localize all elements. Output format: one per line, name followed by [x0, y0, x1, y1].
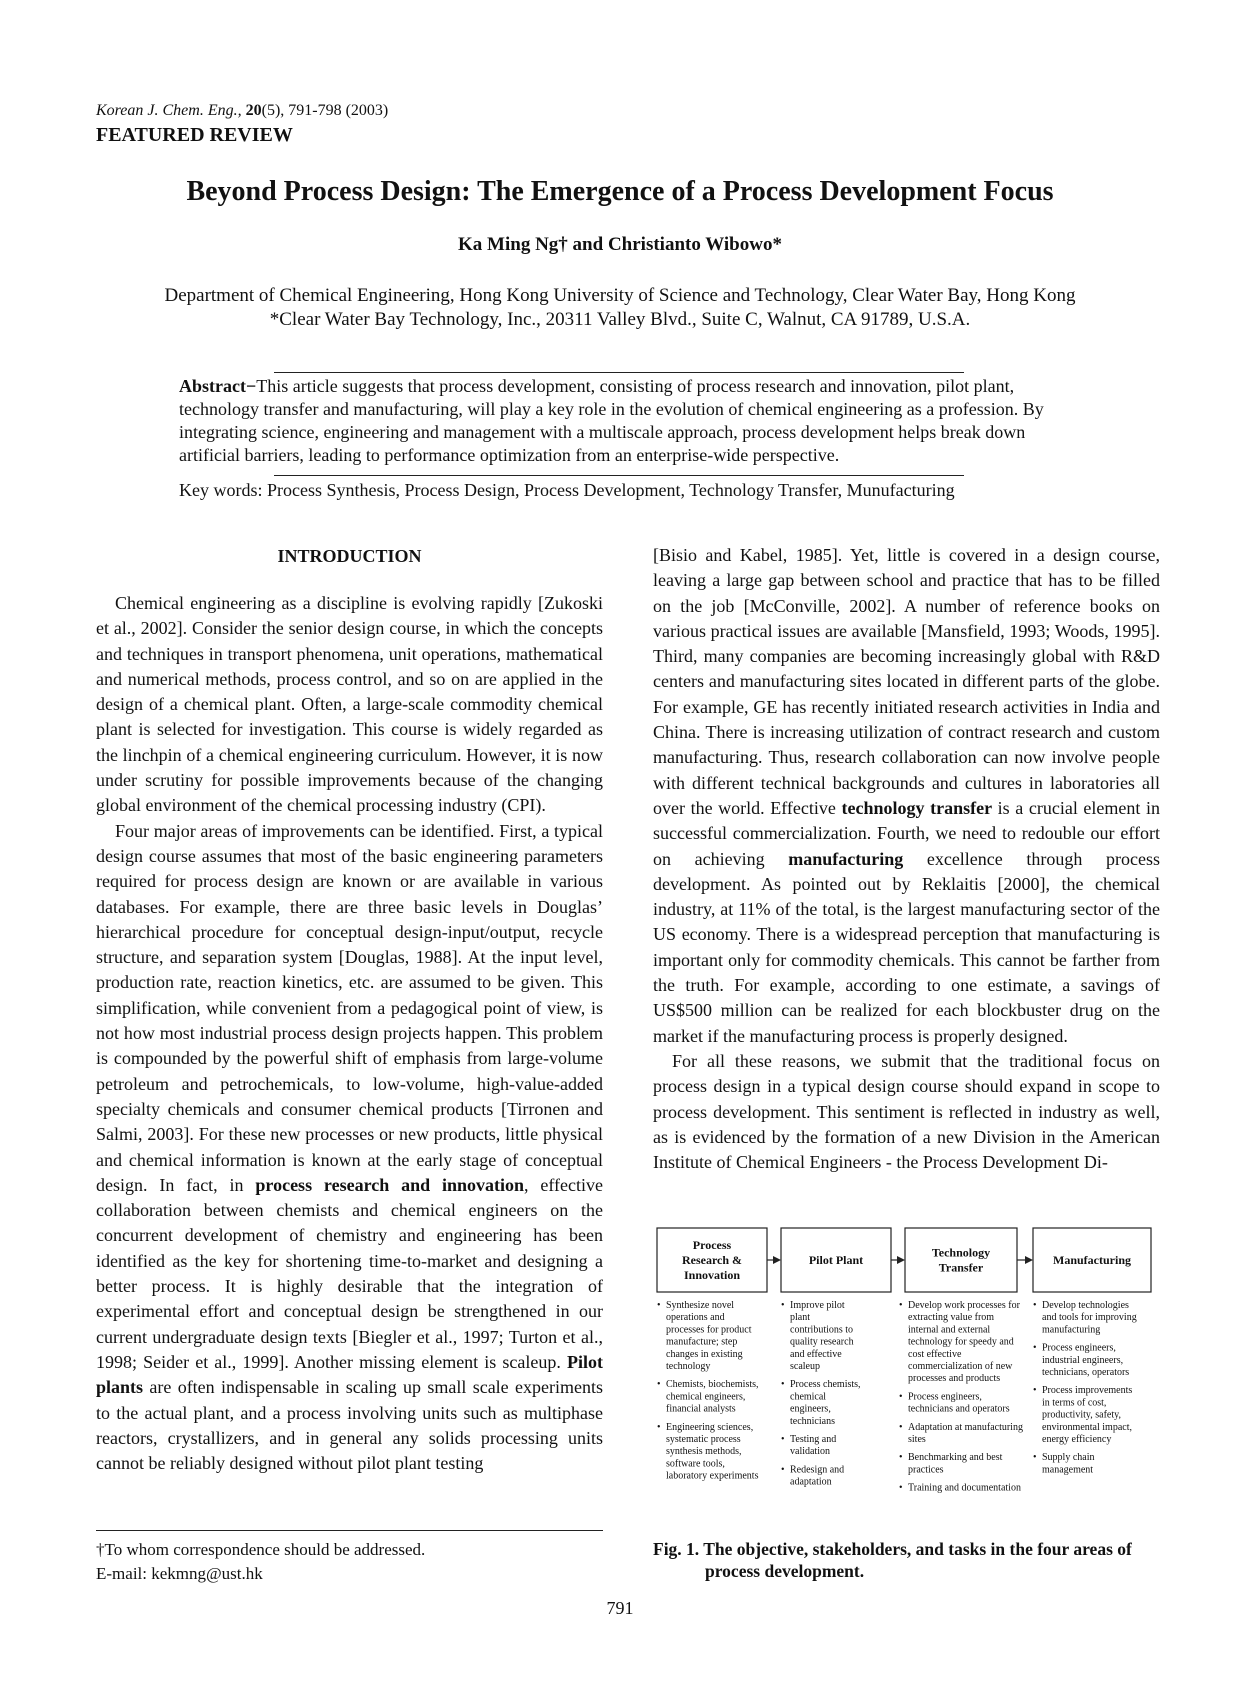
- bullet-text: Develop work processes for: [908, 1300, 1020, 1311]
- bullet-text: technicians, operators: [1042, 1367, 1130, 1378]
- section-label: FEATURED REVIEW: [96, 124, 293, 146]
- bullet-text: environmental impact,: [1042, 1421, 1132, 1433]
- box-pilot-plant: [781, 1228, 891, 1292]
- bullet-text: Process engineers,: [1042, 1342, 1116, 1354]
- affiliation-2: *Clear Water Bay Technology, Inc., 20311 Valley Blvd., Suite C, Walnut, CA 91789, U.S.A.: [269, 309, 971, 330]
- bullet-item: [781, 1379, 861, 1427]
- bullet-text: Develop technologies: [1042, 1300, 1129, 1311]
- bullet-text: Adaptation at manufacturing: [908, 1421, 1023, 1433]
- right-paragraph-2: For all these reasons, we submit that the traditional focus on process design in a typical design course should expand in scope to process development. This sentiment is reflected in industry as well, as is evidenced by the formation of a new Division in the American Institute of Chemical Engineers - the Process Development Di-: [653, 1050, 1160, 1173]
- bullet-text: Process improvements: [1042, 1385, 1133, 1397]
- bullet-text: productivity, safety,: [1042, 1409, 1121, 1421]
- bullet-dot: •: [657, 1421, 661, 1433]
- text-run: Four major areas of improvements can be identified. First, a typical design course assumes that most of the basic engineering parameters required for process design are known or are available in various databases. For example, there are three basic levels in Douglas’ hierarchical procedure for conceptual design-input/output, recycle structure, and separation system [Douglas, 1988]. At the input level, production rate, reaction kinetics, etc. are assumed to be given. This simplification, while convenient from a pedagogical point of view, is not how most industrial process design projects happen. This problem is compounded by the powerful shift of emphasis from large-volume petroleum and petrochemicals, to low-volume, high-value-added specialty chemicals and consumer chemical products [Tirronen and Salmi, 2003]. For these new processes or new products, little physical and chemical information is known at the early stage of conceptual design. In fact, in: [96, 820, 603, 1195]
- bullet-dot: •: [899, 1421, 903, 1433]
- bullet-text: Redesign and: [790, 1464, 845, 1476]
- introduction-heading: INTRODUCTION: [277, 546, 422, 566]
- bullet-dot: •: [1033, 1385, 1037, 1397]
- footnote-email: E-mail: kekmng@ust.hk: [96, 1564, 263, 1583]
- box-label: Research &: [681, 1253, 743, 1267]
- left-paragraph-2: [96, 819, 603, 1477]
- bullet-dot: •: [781, 1434, 785, 1445]
- bold-term: Pilot plants: [96, 1351, 603, 1398]
- bullet-text: in terms of cost,: [1042, 1397, 1107, 1409]
- bullet-text: manufacturing: [1042, 1324, 1101, 1336]
- bullet-text: practices: [908, 1464, 944, 1476]
- bullet-text: operations and: [666, 1312, 725, 1324]
- bullet-dot: •: [657, 1379, 661, 1391]
- page-number: 791: [606, 1598, 634, 1618]
- bullet-text: Supply chain: [1042, 1452, 1095, 1464]
- bullet-text: industrial engineers,: [1042, 1354, 1124, 1366]
- keywords: Key words: Process Synthesis, Process Design, Process Development, Technology Transfer, Munufacturing: [179, 480, 955, 500]
- bullet-text: Improve pilot: [790, 1300, 845, 1311]
- bullet-item: [899, 1391, 1010, 1414]
- bullet-item: [1033, 1343, 1129, 1378]
- bullet-dot: •: [1033, 1300, 1037, 1311]
- bullet-item: [1033, 1300, 1137, 1335]
- bullet-text: changes in existing: [666, 1348, 743, 1360]
- bullet-dot: •: [781, 1464, 785, 1476]
- figure-1: [653, 1222, 1163, 1522]
- bullet-text: management: [1042, 1464, 1094, 1476]
- abstract-bottom-rule: [274, 475, 964, 476]
- bullet-text: scaleup: [790, 1361, 820, 1372]
- text-run: is a crucial element in successful commercialization. Fourth, we need to redouble our effort on achieving: [653, 797, 1161, 869]
- bullet-text: plant: [790, 1312, 810, 1324]
- bullet-dot: •: [899, 1300, 903, 1311]
- journal-issue-pages: (5), 791-798 (2003): [261, 102, 389, 119]
- bullet-dot: •: [899, 1482, 903, 1494]
- bullet-text: cost effective: [908, 1348, 962, 1360]
- journal-name: Korean J. Chem. Eng.: [96, 102, 238, 119]
- bullet-dot: •: [1033, 1452, 1037, 1464]
- abstract: [179, 375, 1084, 467]
- bullet-item: [899, 1483, 1021, 1494]
- bullet-text: Testing and: [790, 1434, 837, 1445]
- affiliation-1: Department of Chemical Engineering, Hong Kong University of Science and Technology, Clear Water Bay, Hong Kong: [164, 285, 1076, 306]
- bold-term: manufacturing: [788, 848, 904, 869]
- bullet-item: [657, 1422, 759, 1482]
- box-label: Pilot Plant: [808, 1253, 864, 1267]
- box-label: Transfer: [938, 1260, 984, 1275]
- bullet-text: systematic process: [666, 1434, 741, 1445]
- journal-citation: Korean J. Chem. Eng., 20(5), 791-798 (2003): [96, 102, 389, 119]
- bullet-text: technicians: [790, 1415, 835, 1427]
- bullet-item: [899, 1422, 1023, 1445]
- text-run: are often indispensable in scaling up small scale experiments to the actual plant, and a process involving units such as multiphase reactors, crystallizers, and in general any solids processing units cannot be reliably designed without pilot plant testing: [96, 1377, 603, 1474]
- bullet-text: engineers,: [790, 1403, 831, 1415]
- bullet-dot: •: [1033, 1342, 1037, 1354]
- box-technology-transfer: [905, 1228, 1017, 1292]
- journal-volume: 20: [245, 102, 262, 119]
- bullet-text: processes for product: [666, 1324, 752, 1336]
- bullet-text: manufacture; step: [666, 1336, 738, 1348]
- bullet-item: [781, 1300, 854, 1372]
- abstract-dash: −: [245, 376, 257, 396]
- abstract-text: This article suggests that process development, consisting of process research and innovation, pilot plant, technology transfer and manufacturing, will play a key role in the evolution of chemical engineering as a profession. By integrating science, engineering and management with a multiscale approach, process development helps break down artificial barriers, leading to performance optimization from an enterprise-wide perspective.: [179, 376, 1044, 465]
- bold-term: process research and innovation: [255, 1174, 525, 1195]
- bullet-text: contributions to: [790, 1324, 854, 1336]
- bullet-text: Engineering sciences,: [666, 1421, 754, 1433]
- text-run: excellence through process development. As pointed out by Reklaitis [2000], the chemical industry, at 11% of the total, is the largest manufacturing sector of the US economy. There is a widespread perception that manufacturing is important only for commodity chemicals. This cannot be farther from the truth. For example, according to one estimate, a savings of US$500 million can be realized for each blockbuster drug on the market if the manufacturing process is properly designed.: [653, 848, 1160, 1046]
- bullet-text: processes and products: [908, 1373, 1001, 1385]
- box-label: Manufacturing: [1053, 1253, 1131, 1267]
- right-paragraph-1: [653, 543, 1160, 1049]
- abstract-label: Abstract: [179, 376, 246, 396]
- bullet-dot: •: [781, 1300, 785, 1311]
- bullet-text: Process chemists,: [790, 1379, 861, 1391]
- affiliations: [0, 284, 1240, 332]
- bullet-item: [1033, 1452, 1095, 1475]
- bullet-text: technology: [666, 1361, 711, 1372]
- box-label: Process: [692, 1238, 732, 1252]
- bullet-text: Synthesize novel: [666, 1300, 735, 1311]
- bullet-dot: •: [781, 1379, 785, 1391]
- bullet-text: synthesis methods,: [666, 1446, 742, 1458]
- bullet-text: internal and external: [908, 1324, 991, 1336]
- bullet-text: chemical engineers,: [666, 1391, 746, 1403]
- bullet-text: and tools for improving: [1042, 1312, 1137, 1324]
- bullet-text: laboratory experiments: [666, 1470, 759, 1482]
- bullet-text: technicians and operators: [908, 1403, 1010, 1415]
- arrow-head: [897, 1256, 905, 1264]
- bullet-text: Benchmarking and best: [908, 1452, 1003, 1464]
- footnote: [96, 1538, 425, 1586]
- arrow-head: [1025, 1256, 1033, 1264]
- box-label: Innovation: [683, 1268, 741, 1282]
- bullet-dot: •: [899, 1391, 903, 1403]
- bullet-item: [781, 1464, 844, 1487]
- authors: Ka Ming Ng† and Christianto Wibowo*: [458, 234, 782, 255]
- box-label: Technology: [931, 1245, 991, 1260]
- footnote-rule: [96, 1530, 603, 1531]
- bullet-item: [657, 1379, 759, 1414]
- bullet-text: technology for speedy and: [908, 1336, 1014, 1348]
- bullet-text: validation: [790, 1446, 830, 1458]
- bullet-text: adaptation: [790, 1476, 832, 1488]
- bullet-text: extracting value from: [908, 1312, 995, 1324]
- bullet-text: quality research: [790, 1336, 854, 1348]
- bullet-text: financial analysts: [666, 1403, 736, 1415]
- text-run: , effective collaboration between chemists and chemical engineers on the concurrent development of chemistry and engineering has been identified as the key for shortening time-to-market and designing a better process. It is highly desirable that the integration of experimental effort and conceptual design be strengthened in our current undergraduate design texts [Biegler et al., 1997; Turton et al., 1998; Seider et al., 1999]. Another missing element is scaleup.: [96, 1174, 603, 1372]
- bullet-text: Training and documentation: [908, 1482, 1021, 1494]
- bullet-item: [899, 1452, 1003, 1475]
- right-column: [653, 543, 1160, 1175]
- abstract-top-rule: [274, 372, 964, 373]
- bullet-text: commercialization of new: [908, 1361, 1013, 1372]
- figure-caption: [653, 1538, 1160, 1582]
- bullet-dot: •: [657, 1300, 661, 1311]
- process-development-diagram: [653, 1222, 1163, 1522]
- arrow-head: [773, 1256, 781, 1264]
- text-run: [Bisio and Kabel, 1985]. Yet, little is covered in a design course, leaving a large gap between school and practice that has to be filled on the job [McConville, 2002]. A number of reference books on various practical issues are available [Mansfield, 1993; Woods, 1995]. Third, many companies are becoming increasingly global with R&D centers and manufacturing sites located in different parts of the globe. For example, GE has recently initiated research activities in India and China. There is increasing utilization of contract research and custom manufacturing. Thus, research collaboration can now involve people with different technical backgrounds and cultures in laboratories all over the world. Effective: [653, 545, 1160, 818]
- box-manufacturing: [1033, 1228, 1151, 1292]
- footnote-correspondence: †To whom correspondence should be addressed.: [96, 1540, 426, 1559]
- bullet-text: software tools,: [666, 1458, 725, 1470]
- bullet-text: energy efficiency: [1042, 1434, 1112, 1445]
- bullet-text: chemical: [790, 1391, 827, 1403]
- bullet-text: Process engineers,: [908, 1391, 982, 1403]
- bullet-item: [1033, 1385, 1132, 1445]
- box-process-research: [657, 1228, 767, 1292]
- paper-title: Beyond Process Design: The Emergence of a Process Development Focus: [186, 176, 1054, 207]
- left-column: [96, 591, 603, 1476]
- caption-line-1: Fig. 1. The objective, stakeholders, and tasks in the four areas of: [653, 1539, 1132, 1559]
- bullet-dot: •: [899, 1452, 903, 1464]
- left-paragraph-1: Chemical engineering as a discipline is evolving rapidly [Zukoski et al., 2002]. Consider the senior design course, in which the concepts and techniques in transport phenomena, unit operations, mathematical and numerical methods, process control, and so on are applied in the design of a chemical plant. Often, a large-scale commodity chemical plant is selected for investigation. This course is widely regarded as the linchpin of a chemical engineering curriculum. However, it is now under scrutiny for possible improvements because of the changing global environment of the chemical processing industry (CPI).: [96, 593, 603, 816]
- bullet-item: [781, 1434, 836, 1457]
- bold-term: technology transfer: [841, 797, 993, 818]
- bullet-text: and effective: [790, 1348, 842, 1360]
- bullet-text: Chemists, biochemists,: [666, 1379, 759, 1391]
- caption-line-2: process development.: [705, 1561, 865, 1581]
- bullet-text: sites: [908, 1434, 926, 1445]
- bullet-item: [899, 1300, 1021, 1384]
- bullet-item: [657, 1300, 752, 1372]
